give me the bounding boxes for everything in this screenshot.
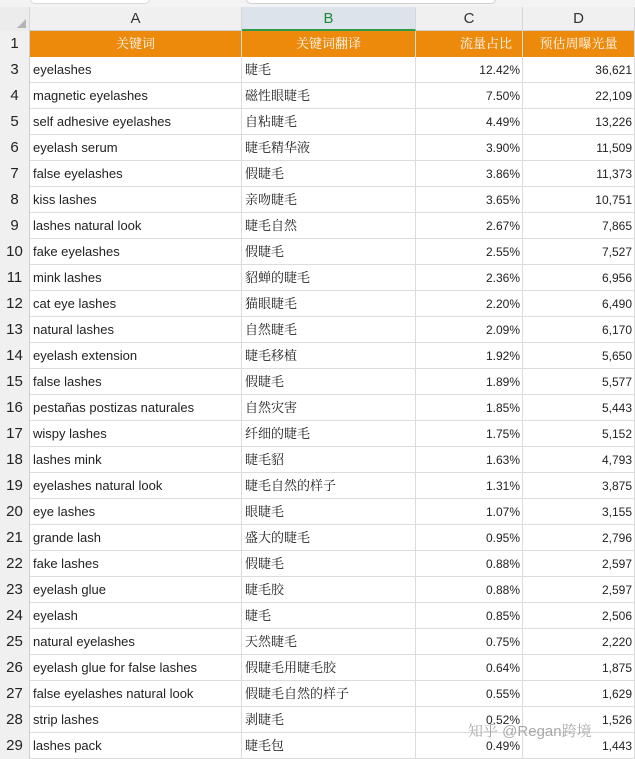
cell-impressions[interactable]: 1,875: [523, 655, 635, 681]
row-number[interactable]: 17: [0, 421, 30, 447]
cell-keyword[interactable]: eyelash glue for false lashes: [30, 655, 242, 681]
cell-share[interactable]: 2.67%: [416, 213, 523, 239]
cell-keyword[interactable]: self adhesive eyelashes: [30, 109, 242, 135]
table-row: [0, 291, 635, 317]
formula-bar[interactable]: [246, 0, 496, 4]
cell-keyword[interactable]: grande lash: [30, 525, 242, 551]
cell-impressions[interactable]: 2,597: [523, 577, 635, 603]
row-number[interactable]: 23: [0, 577, 30, 603]
cell-keyword[interactable]: natural eyelashes: [30, 629, 242, 655]
grid-body: [0, 31, 635, 759]
cell-keyword[interactable]: kiss lashes: [30, 187, 242, 213]
header-cell-impressions[interactable]: 预估周曝光量: [523, 31, 635, 57]
select-all-icon: [17, 19, 26, 28]
table-row: [0, 317, 635, 343]
watermark: 知乎 @Regan跨境: [468, 723, 592, 740]
cell-impressions[interactable]: 10,751: [523, 187, 635, 213]
row-number[interactable]: 16: [0, 395, 30, 421]
cell-keyword[interactable]: false lashes: [30, 369, 242, 395]
row-number[interactable]: 24: [0, 603, 30, 629]
row-number[interactable]: 9: [0, 213, 30, 239]
cell-share[interactable]: 12.42%: [416, 57, 523, 83]
row-number[interactable]: 6: [0, 135, 30, 161]
table-header-row: [0, 31, 635, 57]
cell-translation[interactable]: 睫毛: [242, 57, 416, 83]
cell-share[interactable]: 3.86%: [416, 161, 523, 187]
cell-translation[interactable]: 自粘睫毛: [242, 109, 416, 135]
cell-share[interactable]: 0.55%: [416, 681, 523, 707]
cell-impressions[interactable]: 11,509: [523, 135, 635, 161]
cell-keyword[interactable]: pestañas postizas naturales: [30, 395, 242, 421]
cell-keyword[interactable]: fake eyelashes: [30, 239, 242, 265]
cell-translation[interactable]: 猫眼睫毛: [242, 291, 416, 317]
cell-impressions[interactable]: 5,443: [523, 395, 635, 421]
cell-keyword[interactable]: eye lashes: [30, 499, 242, 525]
cell-translation[interactable]: 天然睫毛: [242, 629, 416, 655]
cell-impressions[interactable]: 36,621: [523, 57, 635, 83]
row-number[interactable]: 12: [0, 291, 30, 317]
cell-translation[interactable]: 纤细的睫毛: [242, 421, 416, 447]
cell-keyword[interactable]: mink lashes: [30, 265, 242, 291]
column-header-a[interactable]: A: [30, 7, 242, 31]
select-all-corner[interactable]: [0, 7, 30, 31]
cell-impressions[interactable]: 22,109: [523, 83, 635, 109]
cell-share[interactable]: 2.09%: [416, 317, 523, 343]
cell-keyword[interactable]: lashes natural look: [30, 213, 242, 239]
cell-impressions[interactable]: 2,506: [523, 603, 635, 629]
row-number[interactable]: 8: [0, 187, 30, 213]
cell-share[interactable]: 0.52%: [416, 707, 523, 733]
cell-keyword[interactable]: eyelash: [30, 603, 242, 629]
table-row: [0, 499, 635, 525]
column-header-b[interactable]: B: [242, 7, 416, 31]
cell-translation[interactable]: 睫毛自然: [242, 213, 416, 239]
cell-keyword[interactable]: false eyelashes natural look: [30, 681, 242, 707]
cell-keyword[interactable]: false eyelashes: [30, 161, 242, 187]
row-number[interactable]: 19: [0, 473, 30, 499]
cell-share[interactable]: 4.49%: [416, 109, 523, 135]
row-number[interactable]: 10: [0, 239, 30, 265]
cell-keyword[interactable]: eyelashes: [30, 57, 242, 83]
table-row: [0, 161, 635, 187]
cell-translation[interactable]: 睫毛包: [242, 733, 416, 759]
cell-keyword[interactable]: magnetic eyelashes: [30, 83, 242, 109]
table-row: [0, 629, 635, 655]
cell-impressions[interactable]: 2,597: [523, 551, 635, 577]
cell-share[interactable]: 1.89%: [416, 369, 523, 395]
cell-keyword[interactable]: eyelash extension: [30, 343, 242, 369]
table-row: [0, 83, 635, 109]
cell-keyword[interactable]: eyelash serum: [30, 135, 242, 161]
cell-share[interactable]: 0.85%: [416, 603, 523, 629]
row-number[interactable]: 27: [0, 681, 30, 707]
toolbar-strip: [0, 0, 635, 7]
cell-translation[interactable]: 睫毛: [242, 603, 416, 629]
row-number[interactable]: 5: [0, 109, 30, 135]
cell-translation[interactable]: 睫毛貂: [242, 447, 416, 473]
cell-keyword[interactable]: strip lashes: [30, 707, 242, 733]
cell-translation[interactable]: 盛大的睫毛: [242, 525, 416, 551]
cell-share[interactable]: 2.36%: [416, 265, 523, 291]
cell-translation[interactable]: 睫毛自然的样子: [242, 473, 416, 499]
cell-impressions[interactable]: 7,865: [523, 213, 635, 239]
table-row: [0, 213, 635, 239]
cell-share[interactable]: 3.65%: [416, 187, 523, 213]
table-row: [0, 603, 635, 629]
cell-share[interactable]: 0.49%: [416, 733, 523, 759]
cell-impressions[interactable]: 6,490: [523, 291, 635, 317]
row-number[interactable]: 25: [0, 629, 30, 655]
table-row: [0, 265, 635, 291]
cell-share[interactable]: 1.31%: [416, 473, 523, 499]
table-row: [0, 551, 635, 577]
cell-share[interactable]: 3.90%: [416, 135, 523, 161]
cell-share[interactable]: 2.20%: [416, 291, 523, 317]
cell-keyword[interactable]: wispy lashes: [30, 421, 242, 447]
table-row: [0, 395, 635, 421]
cell-translation[interactable]: 假睫毛: [242, 551, 416, 577]
row-number[interactable]: 20: [0, 499, 30, 525]
name-box[interactable]: [30, 0, 150, 4]
table-row: [0, 655, 635, 681]
cell-impressions[interactable]: 1,629: [523, 681, 635, 707]
cell-translation[interactable]: 貂蝉的睫毛: [242, 265, 416, 291]
table-row: [0, 525, 635, 551]
cell-share[interactable]: 0.75%: [416, 629, 523, 655]
table-row: [0, 109, 635, 135]
table-row: [0, 421, 635, 447]
row-number[interactable]: 4: [0, 83, 30, 109]
cell-translation[interactable]: 剥睫毛: [242, 707, 416, 733]
table-row: [0, 343, 635, 369]
table-row: [0, 239, 635, 265]
table-row: [0, 447, 635, 473]
column-header-d[interactable]: D: [523, 7, 635, 31]
table-row: [0, 57, 635, 83]
row-number[interactable]: 1: [0, 31, 30, 57]
row-number[interactable]: 11: [0, 265, 30, 291]
cell-impressions[interactable]: 11,373: [523, 161, 635, 187]
cell-translation[interactable]: 睫毛胶: [242, 577, 416, 603]
cell-keyword[interactable]: eyelash glue: [30, 577, 242, 603]
row-number[interactable]: 7: [0, 161, 30, 187]
row-number[interactable]: 21: [0, 525, 30, 551]
cell-share[interactable]: 0.88%: [416, 577, 523, 603]
cell-translation[interactable]: 亲吻睫毛: [242, 187, 416, 213]
cell-impressions[interactable]: 6,956: [523, 265, 635, 291]
cell-share[interactable]: 2.55%: [416, 239, 523, 265]
row-number[interactable]: 29: [0, 733, 30, 759]
cell-keyword[interactable]: eyelashes natural look: [30, 473, 242, 499]
row-number[interactable]: 22: [0, 551, 30, 577]
cell-impressions[interactable]: 13,226: [523, 109, 635, 135]
cell-translation[interactable]: 假睫毛自然的样子: [242, 681, 416, 707]
cell-share[interactable]: 7.50%: [416, 83, 523, 109]
cell-impressions[interactable]: 4,793: [523, 447, 635, 473]
table-row: [0, 187, 635, 213]
cell-share[interactable]: 0.88%: [416, 551, 523, 577]
cell-impressions[interactable]: 1,526: [523, 707, 635, 733]
cell-impressions[interactable]: 7,527: [523, 239, 635, 265]
cell-translation[interactable]: 假睫毛: [242, 239, 416, 265]
cell-keyword[interactable]: cat eye lashes: [30, 291, 242, 317]
cell-impressions[interactable]: 2,220: [523, 629, 635, 655]
cell-keyword[interactable]: fake lashes: [30, 551, 242, 577]
table-row: [0, 473, 635, 499]
cell-impressions[interactable]: 3,155: [523, 499, 635, 525]
cell-keyword[interactable]: lashes pack: [30, 733, 242, 759]
table-row: [0, 369, 635, 395]
cell-impressions[interactable]: 5,650: [523, 343, 635, 369]
cell-translation[interactable]: 睫毛精华液: [242, 135, 416, 161]
cell-translation[interactable]: 假睫毛: [242, 369, 416, 395]
table-row: [0, 577, 635, 603]
header-cell-share[interactable]: 流量占比: [416, 31, 523, 57]
cell-impressions[interactable]: 6,170: [523, 317, 635, 343]
cell-keyword[interactable]: lashes mink: [30, 447, 242, 473]
row-number[interactable]: 26: [0, 655, 30, 681]
table-row: [0, 681, 635, 707]
cell-translation[interactable]: 磁性眼睫毛: [242, 83, 416, 109]
cell-share[interactable]: 1.07%: [416, 499, 523, 525]
cell-impressions[interactable]: 2,796: [523, 525, 635, 551]
cell-translation[interactable]: 自然灾害: [242, 395, 416, 421]
cell-share[interactable]: 0.95%: [416, 525, 523, 551]
cell-share[interactable]: 1.92%: [416, 343, 523, 369]
cell-translation[interactable]: 睫毛移植: [242, 343, 416, 369]
cell-translation[interactable]: 自然睫毛: [242, 317, 416, 343]
header-cell-translation[interactable]: 关键词翻译: [242, 31, 416, 57]
cell-translation[interactable]: 眼睫毛: [242, 499, 416, 525]
cell-impressions[interactable]: 1,443: [523, 733, 635, 759]
cell-impressions[interactable]: 5,152: [523, 421, 635, 447]
row-number[interactable]: 3: [0, 57, 30, 83]
row-number[interactable]: 15: [0, 369, 30, 395]
cell-share[interactable]: 1.75%: [416, 421, 523, 447]
table-row: [0, 135, 635, 161]
cell-share[interactable]: 0.64%: [416, 655, 523, 681]
row-number[interactable]: 28: [0, 707, 30, 733]
cell-keyword[interactable]: natural lashes: [30, 317, 242, 343]
cell-impressions[interactable]: 5,577: [523, 369, 635, 395]
cell-share[interactable]: 1.85%: [416, 395, 523, 421]
cell-translation[interactable]: 假睫毛用睫毛胶: [242, 655, 416, 681]
row-number[interactable]: 14: [0, 343, 30, 369]
column-header-row: [0, 7, 635, 31]
column-header-c[interactable]: C: [416, 7, 523, 31]
cell-impressions[interactable]: 3,875: [523, 473, 635, 499]
cell-translation[interactable]: 假睫毛: [242, 161, 416, 187]
row-number[interactable]: 13: [0, 317, 30, 343]
header-cell-keyword[interactable]: 关键词: [30, 31, 242, 57]
row-number[interactable]: 18: [0, 447, 30, 473]
cell-share[interactable]: 1.63%: [416, 447, 523, 473]
